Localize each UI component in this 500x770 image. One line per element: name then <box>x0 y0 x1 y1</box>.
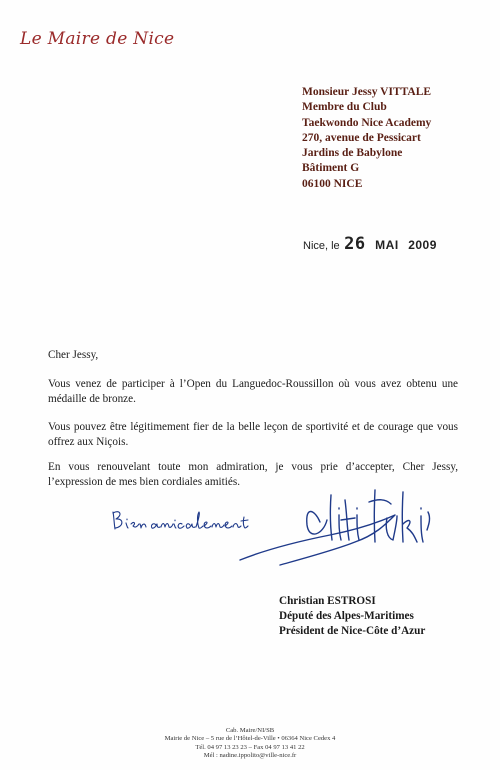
footer-address <box>0 727 500 761</box>
letterhead-title: Le Maire de Nice <box>20 29 175 49</box>
signature-image <box>235 480 435 575</box>
recipient-city: 06100 NICE <box>302 177 363 190</box>
date-year: 2009 <box>408 238 437 252</box>
signatory-name: Christian ESTROSI <box>279 595 376 607</box>
signatory-block <box>279 594 425 639</box>
recipient-building: Bâtiment G <box>302 162 360 175</box>
footer-postal-address: Mairie de Nice – 5 rue de l’Hôtel-de-Ville • 06364 Nice Cedex 4 <box>164 735 336 743</box>
recipient-name: Monsieur Jessy VITTALE <box>302 86 432 98</box>
footer-reference: Cab. Maire/NI/SB <box>225 727 275 734</box>
date-place: Nice, le <box>303 240 340 252</box>
recipient-address-block <box>302 85 431 192</box>
letter-salutation: Cher Jessy, <box>48 349 99 361</box>
date-day: 26 <box>344 234 366 254</box>
letter-paragraph: En vous renouvelant toute mon admiration, je vous prie d’accepter, Cher Jessy, l’expression de mes bien cordiales amitiés. <box>48 461 458 488</box>
letter-paragraph: Vous venez de participer à l’Open du Languedoc-Roussillon où vous avez obtenu une médaille de bronze. <box>48 378 458 405</box>
recipient-role: Membre du Club <box>302 101 387 114</box>
date-stamp <box>344 235 437 253</box>
signatory-title: Député des Alpes-Maritimes <box>279 610 414 622</box>
recipient-club: Taekwondo Nice Academy <box>302 116 432 129</box>
footer-email: Mél : nadine.ippolito@ville-nice.fr <box>203 752 297 760</box>
letter-paragraph: Vous pouvez être légitimement fier de la belle leçon de sportivité et de courage que vous offrez aux Niçois. <box>48 421 458 448</box>
signatory-title: Président de Nice-Côte d’Azur <box>279 625 426 637</box>
recipient-street: 270, avenue de Pessicart <box>302 131 421 144</box>
date-month: MAI <box>375 238 399 252</box>
date-line <box>303 234 437 254</box>
recipient-residence: Jardins de Babylone <box>302 147 403 160</box>
footer-phone-fax: Tél. 04 97 13 23 23 – Fax 04 97 13 41 22 <box>195 743 305 751</box>
